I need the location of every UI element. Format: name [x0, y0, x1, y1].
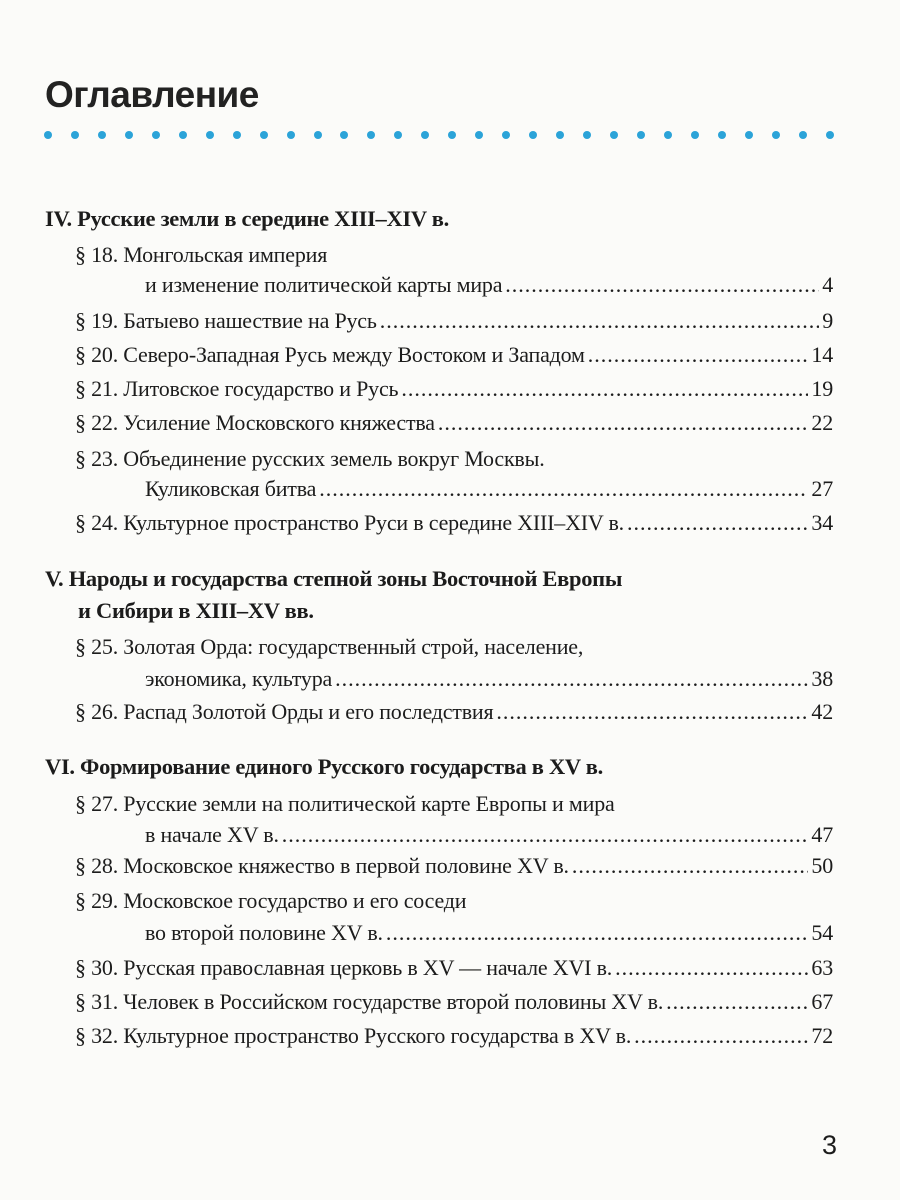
- toc-entry-text: § 31. Человек в Российском государстве второй половины XV в.: [75, 989, 664, 1014]
- divider-dot: [394, 131, 402, 139]
- toc-entry[interactable]: [75, 699, 833, 725]
- leader-dots: [282, 822, 809, 848]
- toc-entry[interactable]: [75, 410, 833, 436]
- toc-entry-text: § 26. Распад Золотой Орды и его последствия: [75, 699, 494, 724]
- divider-dot: [691, 131, 699, 139]
- divider-dot: [179, 131, 187, 139]
- page-number: 3: [822, 1130, 838, 1160]
- toc-entry[interactable]: [75, 1023, 833, 1049]
- section-heading: VI. Формирование единого Русского государства в XV в.: [45, 754, 603, 779]
- toc-entry-text: § 19. Батыево нашествие на Русь: [75, 308, 377, 333]
- toc-entry[interactable]: [75, 510, 833, 536]
- toc-entry-line: § 23. Объединение русских земель вокруг Москвы.: [75, 446, 545, 471]
- divider-dot: [71, 131, 79, 139]
- section-heading: IV. Русские земли в середине XIII–XIV в.: [45, 206, 449, 231]
- page-ref: 22: [811, 410, 833, 435]
- toc-entry[interactable]: [75, 308, 833, 334]
- divider-dot: [314, 131, 322, 139]
- toc-entry-text: экономика, культура: [145, 666, 333, 691]
- divider-dot: [799, 131, 807, 139]
- page-title: Оглавление: [45, 74, 259, 115]
- toc-entry-text: § 21. Литовское государство и Русь: [75, 376, 399, 401]
- section-heading: V. Народы и государства степной зоны Восточной Европы: [45, 566, 623, 591]
- leader-dots: [319, 476, 808, 502]
- divider-dot: [745, 131, 753, 139]
- leader-dots: [615, 955, 808, 981]
- divider-dot: [826, 131, 834, 139]
- divider-dot: [367, 131, 375, 139]
- page-ref: 14: [811, 342, 833, 367]
- leader-dots: [634, 1023, 808, 1049]
- toc-entry-text: во второй половине XV в.: [145, 920, 383, 945]
- divider-dot: [233, 131, 241, 139]
- divider-dot: [206, 131, 214, 139]
- toc-entry-line: § 18. Монгольская империя: [75, 242, 328, 267]
- toc-entry-text: § 24. Культурное пространство Руси в середине XIII–XIV в.: [75, 510, 624, 535]
- toc-entry[interactable]: [75, 376, 833, 402]
- divider-dot: [502, 131, 510, 139]
- page-ref: 19: [811, 376, 833, 401]
- section-heading-line2: и Сибири в XIII–XV вв.: [78, 598, 314, 623]
- leader-dots: [666, 989, 808, 1015]
- divider-dot: [448, 131, 456, 139]
- leader-dots: [438, 410, 809, 436]
- leader-dots: [386, 920, 809, 946]
- divider-dot: [125, 131, 133, 139]
- toc-entry-text: § 32. Культурное пространство Русского государства в XV в.: [75, 1023, 632, 1048]
- toc-entry-line: § 29. Московское государство и его соседи: [75, 888, 467, 913]
- toc-entry-line: § 27. Русские земли на политической карте Европы и мира: [75, 791, 615, 816]
- page-ref: 72: [811, 1023, 833, 1048]
- page-ref: 34: [811, 510, 833, 535]
- toc-entry[interactable]: [145, 272, 833, 298]
- divider-dot: [637, 131, 645, 139]
- toc-entry-text: в начале XV в.: [145, 822, 279, 847]
- page-ref: 50: [811, 853, 833, 878]
- divider-dot: [44, 131, 52, 139]
- toc-entry[interactable]: [145, 476, 833, 502]
- leader-dots: [588, 342, 809, 368]
- divider-dot: [287, 131, 295, 139]
- page-ref: 47: [811, 822, 833, 847]
- leader-dots: [627, 510, 808, 536]
- divider-dot: [718, 131, 726, 139]
- toc-entry[interactable]: [75, 853, 833, 879]
- divider-dot: [610, 131, 618, 139]
- toc-entry-text: Куликовская битва: [145, 476, 317, 501]
- page-ref: 27: [811, 476, 833, 501]
- leader-dots: [380, 308, 819, 334]
- dotted-divider: [44, 131, 834, 143]
- divider-dot: [340, 131, 348, 139]
- divider-dot: [556, 131, 564, 139]
- leader-dots: [335, 666, 808, 692]
- toc-entry-line: § 25. Золотая Орда: государственный строй, население,: [75, 634, 584, 659]
- leader-dots: [496, 699, 808, 725]
- page-ref: 4: [822, 272, 833, 297]
- toc-entry[interactable]: [75, 955, 833, 981]
- leader-dots: [401, 376, 808, 402]
- page-ref: 9: [822, 308, 833, 333]
- toc-entry-text: и изменение политической карты мира: [145, 272, 503, 297]
- page-ref: 63: [811, 955, 833, 980]
- divider-dot: [529, 131, 537, 139]
- divider-dot: [260, 131, 268, 139]
- toc-entry[interactable]: [145, 666, 833, 692]
- leader-dots: [505, 272, 819, 298]
- divider-dot: [475, 131, 483, 139]
- toc-entry-text: § 30. Русская православная церковь в XV — начале XVI в.: [75, 955, 613, 980]
- divider-dot: [583, 131, 591, 139]
- divider-dot: [772, 131, 780, 139]
- divider-dot: [98, 131, 106, 139]
- toc-entry-text: § 20. Северо-Западная Русь между Востоком и Западом: [75, 342, 585, 367]
- page-ref: 54: [811, 920, 833, 945]
- toc-entry[interactable]: [75, 342, 833, 368]
- toc-entry-text: § 22. Усиление Московского княжества: [75, 410, 435, 435]
- page-ref: 38: [811, 666, 833, 691]
- toc-entry[interactable]: [75, 989, 833, 1015]
- toc-entry[interactable]: [145, 920, 833, 946]
- leader-dots: [572, 853, 809, 879]
- divider-dot: [152, 131, 160, 139]
- divider-dot: [421, 131, 429, 139]
- divider-dot: [664, 131, 672, 139]
- page-ref: 42: [811, 699, 833, 724]
- toc-entry[interactable]: [145, 822, 833, 848]
- toc-entry-text: § 28. Московское княжество в первой половине XV в.: [75, 853, 569, 878]
- page-ref: 67: [811, 989, 833, 1014]
